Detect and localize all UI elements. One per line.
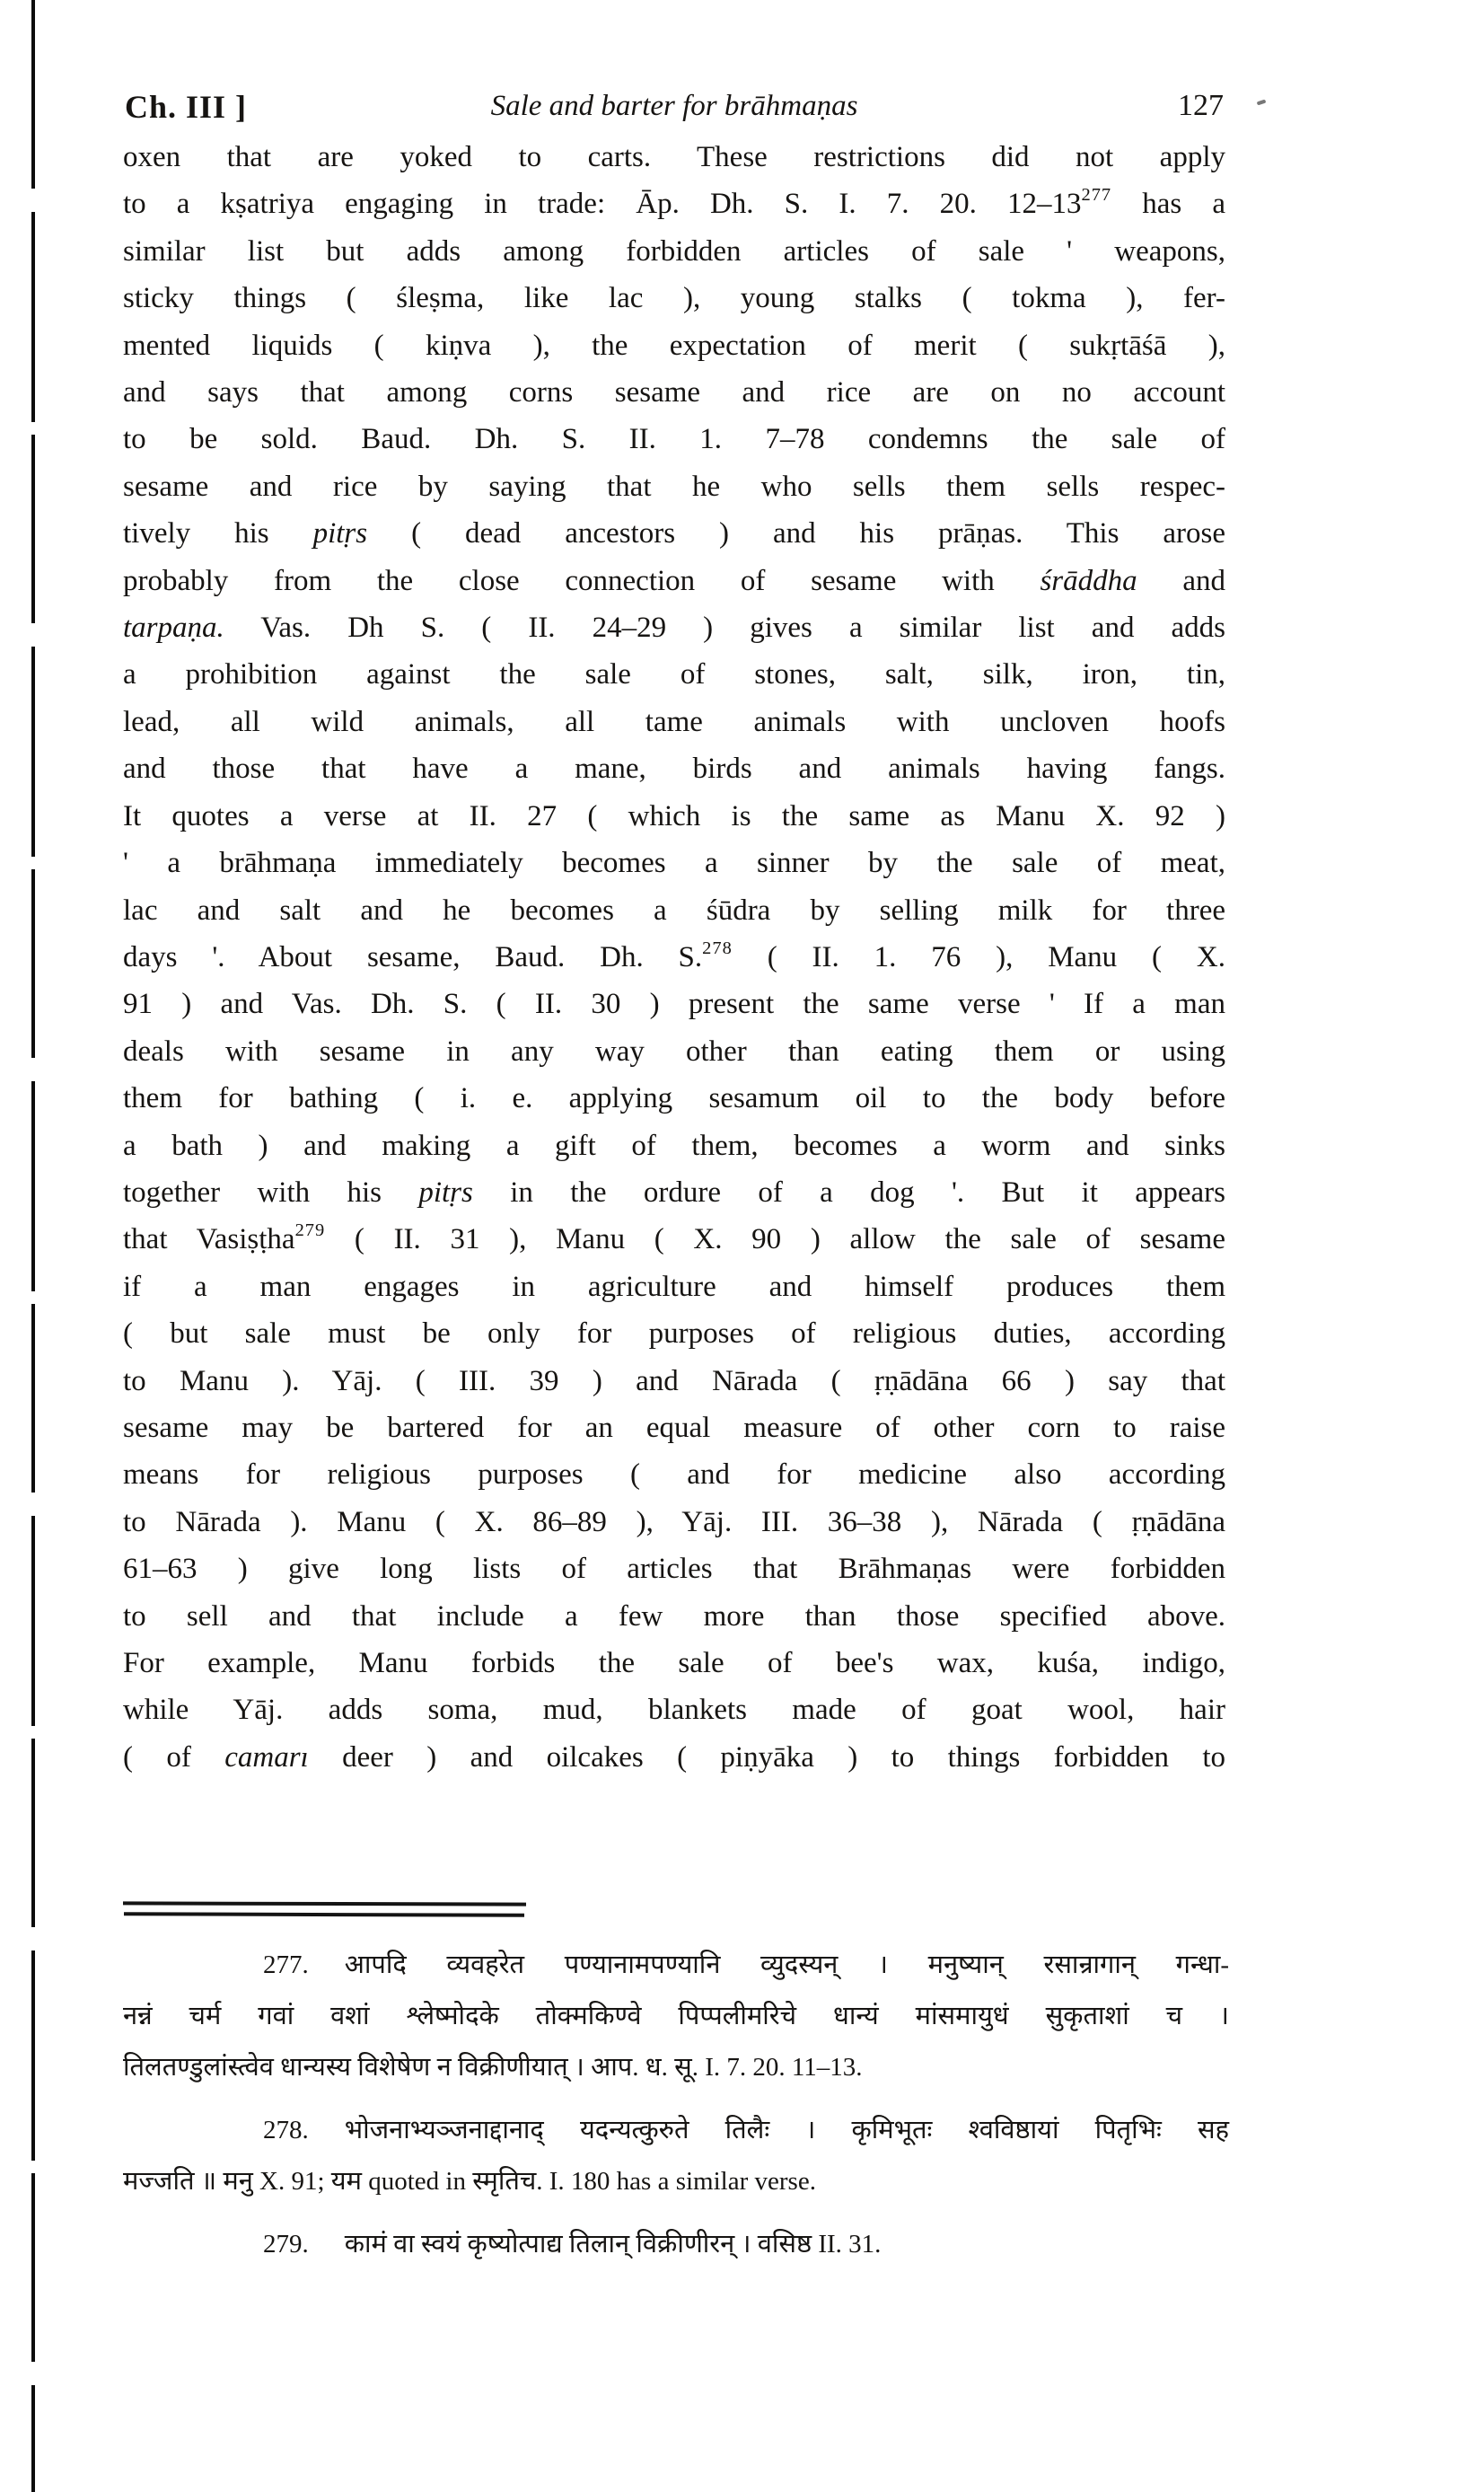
footnote-separator-line (123, 1901, 526, 1906)
text-line: ' a brāhmaṇa immediately becomes a sinner by the sale of meat, (123, 847, 1225, 880)
footnote-reference: 279 (294, 1220, 326, 1241)
italic-term: camarı (224, 1740, 309, 1774)
text-line: It quotes a verse at II. 27 ( which is the same as Manu X. 92 ) (123, 799, 1225, 832)
page-number: 127 (1178, 89, 1224, 122)
footnotes (123, 1940, 1229, 2282)
footnote-line: तिलतण्डुलांस्त्वेव धान्यस्य विशेषेण न विक्रीणीयात् । आप. ध. सू. I. 7. 20. 11–13. (123, 2053, 863, 2082)
italic-term: tarpaṇa. (123, 612, 224, 645)
footnote-number: 277. (263, 1950, 309, 1979)
footnote-separator-line (124, 1912, 524, 1917)
text-line: a bath ) and making a gift of them, becomes a worm and sinks (123, 1129, 1225, 1162)
footnote-number: 278. (263, 2116, 309, 2144)
text-line: oxen that are yoked to carts. These restrictions did not apply (123, 141, 1225, 173)
footnote-line: 277. आपदि व्यवहरेत पण्यानामपण्यानि व्युदस्यन् । मनुष्यान् रसान्रागान् गन्धा- (263, 1950, 1229, 1979)
chapter-label: Ch. III ] (125, 89, 248, 125)
running-title: Sale and barter for brāhmaṇas (490, 90, 858, 122)
text-line: to Manu ). Yāj. ( III. 39 ) and Nārada ( ṛṇādāna 66 ) say that (123, 1364, 1225, 1397)
text-line: sticky things ( śleṣma, like lac ), young stalks ( tokma ), fer- (123, 282, 1225, 315)
text-line: ( but sale must be only for purposes of religious duties, according (123, 1317, 1225, 1351)
text-line: to a kṣatriya engaging in trade: Āp. Dh. S. I. 7. 20. $12-13^{277}$ has a (123, 185, 1225, 221)
text-line: means for religious purposes ( and for medicine also according (123, 1458, 1225, 1492)
footnote-reference: 277 (1081, 185, 1112, 206)
text-line: to sell and that include a few more than those specified above. (123, 1599, 1225, 1633)
text-line: lac and salt and he becomes a śūdra by selling milk for three (123, 894, 1225, 927)
italic-term: śrāddha (1040, 564, 1137, 597)
italic-term: pitṛs (418, 1176, 473, 1209)
text-line: and those that have a mane, birds and animals having fangs. (123, 753, 1225, 786)
text-line: tarpaṇa. Vas. Dh S. ( II. 24–29 ) gives a similar list and adds (123, 612, 1225, 645)
text-line: together with his pitṛs in the ordure of a dog '. But it appears (123, 1176, 1225, 1209)
footnote (123, 2105, 1229, 2207)
text-line: them for bathing ( i. e. applying sesamum oil to the body before (123, 1082, 1225, 1115)
text-line: 91 ) and Vas. Dh. S. ( II. 30 ) present the same verse ' If a man (123, 988, 1225, 1021)
footnote (123, 2219, 1229, 2270)
text-line: sesame may be bartered for an equal measure of other corn to raise (123, 1411, 1225, 1444)
footnote-line: 278. भोजनाभ्यञ्जनाद्दानाद् यदन्यत्कुरुते तिलैः । कृमिभूतः श्वविष्ठायां पितृभिः सह (263, 2116, 1229, 2144)
scan-artifact (1257, 100, 1267, 106)
text-line: 61–63 ) give long lists of articles that Brāhmaṇas were forbidden (123, 1553, 1225, 1586)
footnote-line: मज्जति ॥ मनु X. 91; यम quoted in स्मृतिच. I. 180 has a similar verse. (123, 2167, 816, 2196)
text-line: while Yāj. adds soma, mud, blankets made of goat wool, hair (123, 1694, 1225, 1727)
footnote (123, 1940, 1229, 2093)
text-line: that Vasiṣṭha$^{279}$ ( II. 31 ), Manu ( X. 90 ) allow the sale of sesame (123, 1220, 1225, 1256)
italic-term: pitṛs (312, 517, 368, 550)
text-line: tively his pitṛs ( dead ancestors ) and his prāṇas. This arose (123, 517, 1225, 550)
text-line: sesame and rice by saying that he who sells them sells respec- (123, 470, 1225, 503)
footnote-number: 279. (263, 2230, 309, 2259)
text-line: days '. About sesame, Baud. Dh. S.$^{278}$ ( II. 1. 76 ), Manu ( X. (123, 938, 1225, 973)
text-line: to be sold. Baud. Dh. S. II. 1. 7–78 condemns the sale of (123, 423, 1225, 456)
text-line: to Nārada ). Manu ( X. 86–89 ), Yāj. III. 36–38 ), Nārada ( ṛṇādāna (123, 1505, 1225, 1538)
scan-gutter-line (31, 0, 35, 2492)
text-line: and says that among corns sesame and rice are on no account (123, 376, 1225, 409)
footnote-reference: 278 (702, 938, 733, 958)
text-line: probably from the close connection of sesame with śrāddha and (123, 564, 1225, 597)
footnote-line: नन्नं चर्म गवां वशां श्लेष्मोदके तोक्मकिण्वे पिप्पलीमरिचे धान्यं मांसमायुधं सुकृताशां च । (123, 2002, 1229, 2030)
text-line: For example, Manu forbids the sale of bee's wax, kuśa, indigo, (123, 1647, 1225, 1679)
text-line: a prohibition against the sale of stones, salt, silk, iron, tin, (123, 658, 1225, 691)
text-line: similar list but adds among forbidden articles of sale ' weapons, (123, 234, 1225, 268)
body-text (123, 134, 1225, 1781)
text-line: lead, all wild animals, all tame animals with uncloven hoofs (123, 705, 1225, 738)
text-line: deals with sesame in any way other than eating them or using (123, 1035, 1225, 1068)
text-line: if a man engages in agriculture and himself produces them (123, 1270, 1225, 1303)
text-line: ( of camarı deer ) and oilcakes ( piṇyāka ) to things forbidden to (123, 1740, 1226, 1774)
text-line: mented liquids ( kiṇva ), the expectation of merit ( sukṛtāśā ), (123, 329, 1225, 362)
footnote-line: 279. कामं वा स्वयं कृष्योत्पाद्य तिलान् विक्रीणीरन् । वसिष्ठ II. 31. (263, 2230, 882, 2259)
